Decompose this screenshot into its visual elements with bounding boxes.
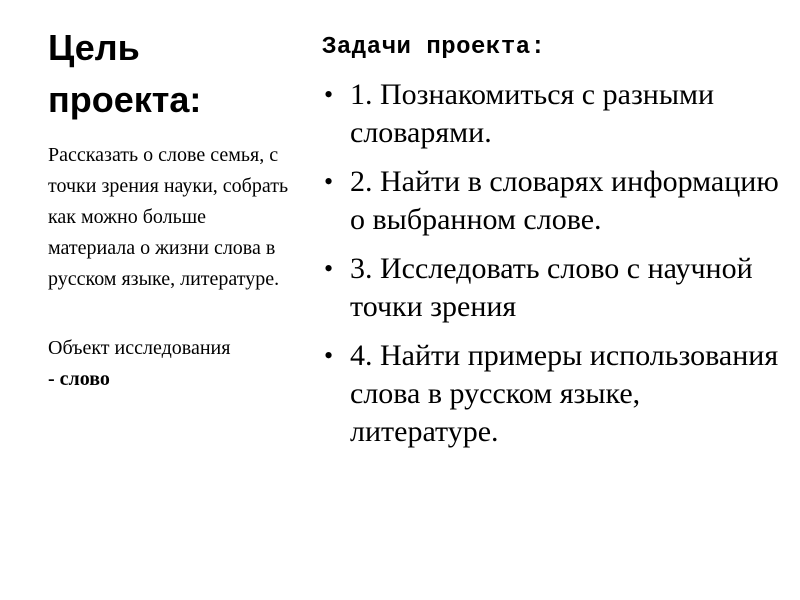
task-text: 1. Познакомиться с разными словарями. (350, 78, 715, 149)
goal-column (48, 22, 298, 395)
goal-title: Цель проекта: (48, 27, 202, 120)
task-item (322, 337, 782, 451)
research-object-value: - слово (48, 368, 110, 390)
task-text: 3. Исследовать слово с научной точки зрения (350, 252, 753, 323)
bullet-icon: • (324, 167, 334, 196)
task-text: 4. Найти примеры использования слова в русском языке, литературе. (350, 339, 779, 448)
research-object-label: Объект исследования (48, 337, 231, 359)
bullet-icon: • (324, 254, 334, 283)
task-text: 2. Найти в словарях информацию о выбранном слове. (350, 165, 779, 236)
task-item (322, 250, 782, 326)
task-item (322, 163, 782, 239)
task-item (322, 76, 782, 152)
tasks-list (322, 76, 782, 451)
tasks-title: Задачи проекта: (322, 34, 546, 61)
bullet-icon: • (324, 341, 334, 370)
tasks-column (322, 28, 782, 462)
bullet-icon: • (324, 80, 334, 109)
research-object (48, 333, 298, 395)
goal-text: Рассказать о слове семья, с точки зрения науки, собрать как можно больше материала о жизни слова в русском языке, литературе. (48, 144, 289, 290)
